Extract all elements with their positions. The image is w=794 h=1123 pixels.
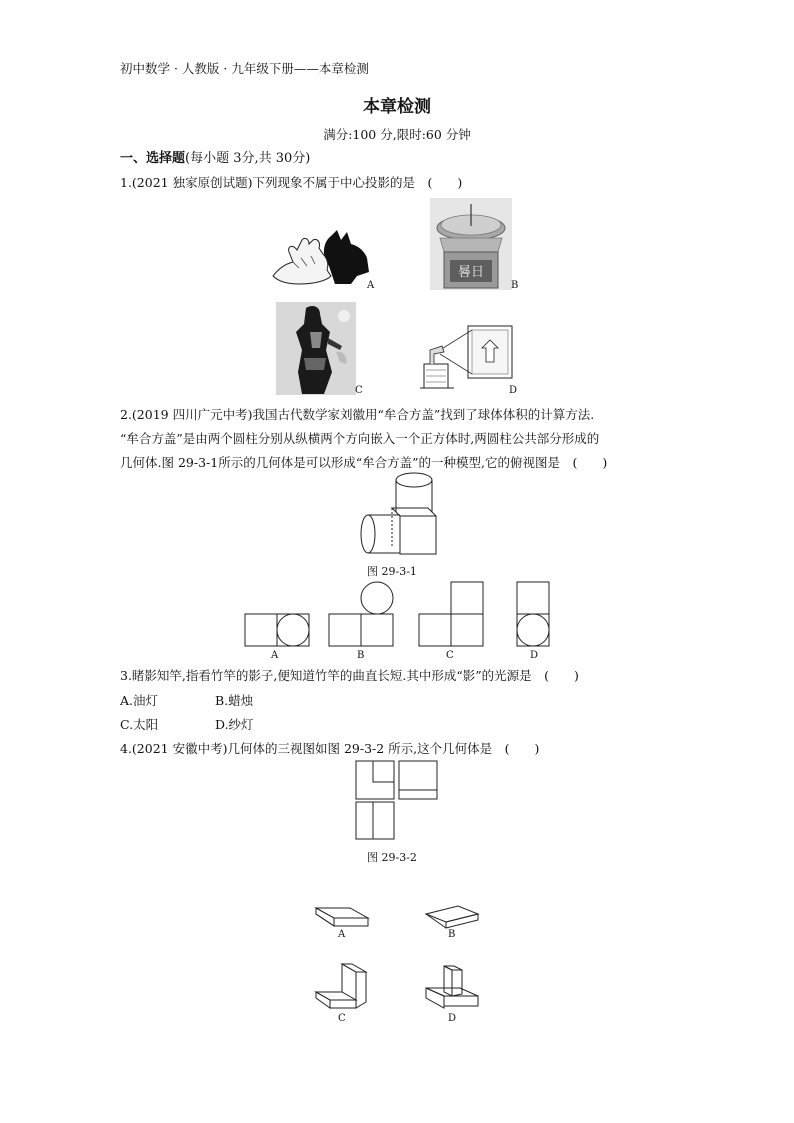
q4-option-c-solid — [314, 958, 372, 1014]
question-2-line-3: 几何体.图 29-3-1所示的几何体是可以形成“牟合方盖”的一种模型,它的俯视图是 ( ) — [120, 455, 608, 470]
question-4-stem: 4.(2021 安徽中考)几何体的三视图如图 29-3-2 所示,这个几何体是 ( ) — [120, 741, 540, 756]
q4-option-c-label: C — [338, 1013, 346, 1024]
section-heading — [120, 151, 310, 167]
q2-option-c-top-view — [418, 581, 484, 647]
q2-option-c-label: C — [446, 650, 454, 661]
question-1-stem: 1.(2021 独家原创试题)下列现象不属于中心投影的是 ( ) — [120, 175, 463, 190]
q2-option-a-label: A — [271, 650, 279, 661]
q1-option-b-label: B — [511, 280, 519, 291]
q1-image-d-projector — [414, 320, 518, 396]
q2-option-d-top-view — [516, 581, 550, 647]
question-2-line-1: 2.(2019 四川广元中考)我国古代数学家刘徽用“牟合方盖”找到了球体体积的计算方法. — [120, 407, 595, 422]
question-3-stem: 3.睹影知竿,指看竹竿的影子,便知道竹竿的曲直长短.其中形成“影”的光源是 ( ) — [120, 668, 579, 683]
q3-option-d: D.纱灯 — [215, 717, 254, 732]
q4-option-a-solid — [314, 902, 370, 930]
exam-info: 满分:100 分,限时:60 分钟 — [323, 127, 471, 142]
figure-29-3-1-caption: 图 29-3-1 — [367, 565, 417, 578]
q4-option-d-solid — [424, 958, 482, 1014]
q2-option-d-label: D — [530, 650, 539, 661]
figure-29-3-2-caption: 图 29-3-2 — [367, 851, 417, 864]
q3-option-a: A.油灯 — [120, 693, 159, 708]
q1-option-d-label: D — [509, 385, 518, 396]
page-title: 本章检测 — [363, 97, 431, 117]
q2-option-a-top-view — [244, 613, 310, 647]
figure-29-3-2-three-views — [355, 760, 439, 840]
figure-29-3-1-mouhe-fanggai-model — [356, 470, 438, 558]
q4-option-b-label: B — [448, 929, 456, 940]
q1-image-c-shadow-puppet — [276, 302, 356, 395]
q4-option-b-solid — [424, 902, 480, 930]
q2-option-b-top-view — [328, 581, 394, 647]
q3-option-b: B.蜡烛 — [215, 693, 254, 708]
q4-option-d-label: D — [448, 1013, 457, 1024]
section-title: 一、选择题 — [120, 151, 186, 166]
q2-option-b-label: B — [357, 650, 365, 661]
q1-option-c-label: C — [355, 385, 363, 396]
sundial-plaque-text: 晷日 — [457, 265, 485, 280]
document-header: 初中数学 · 人教版 · 九年级下册——本章检测 — [120, 61, 369, 76]
q3-option-c: C.太阳 — [120, 717, 159, 732]
q4-option-a-label: A — [338, 929, 346, 940]
q1-option-a-label: A — [367, 280, 375, 291]
section-note: (每小题 3分,共 30分) — [185, 151, 311, 166]
q1-image-a-hand-shadow — [271, 228, 371, 286]
question-2-line-2: “牟合方盖”是由两个圆柱分别从纵横两个方向嵌入一个正方体时,两圆柱公共部分形成的 — [120, 431, 600, 446]
q1-image-b-sundial — [430, 198, 512, 290]
